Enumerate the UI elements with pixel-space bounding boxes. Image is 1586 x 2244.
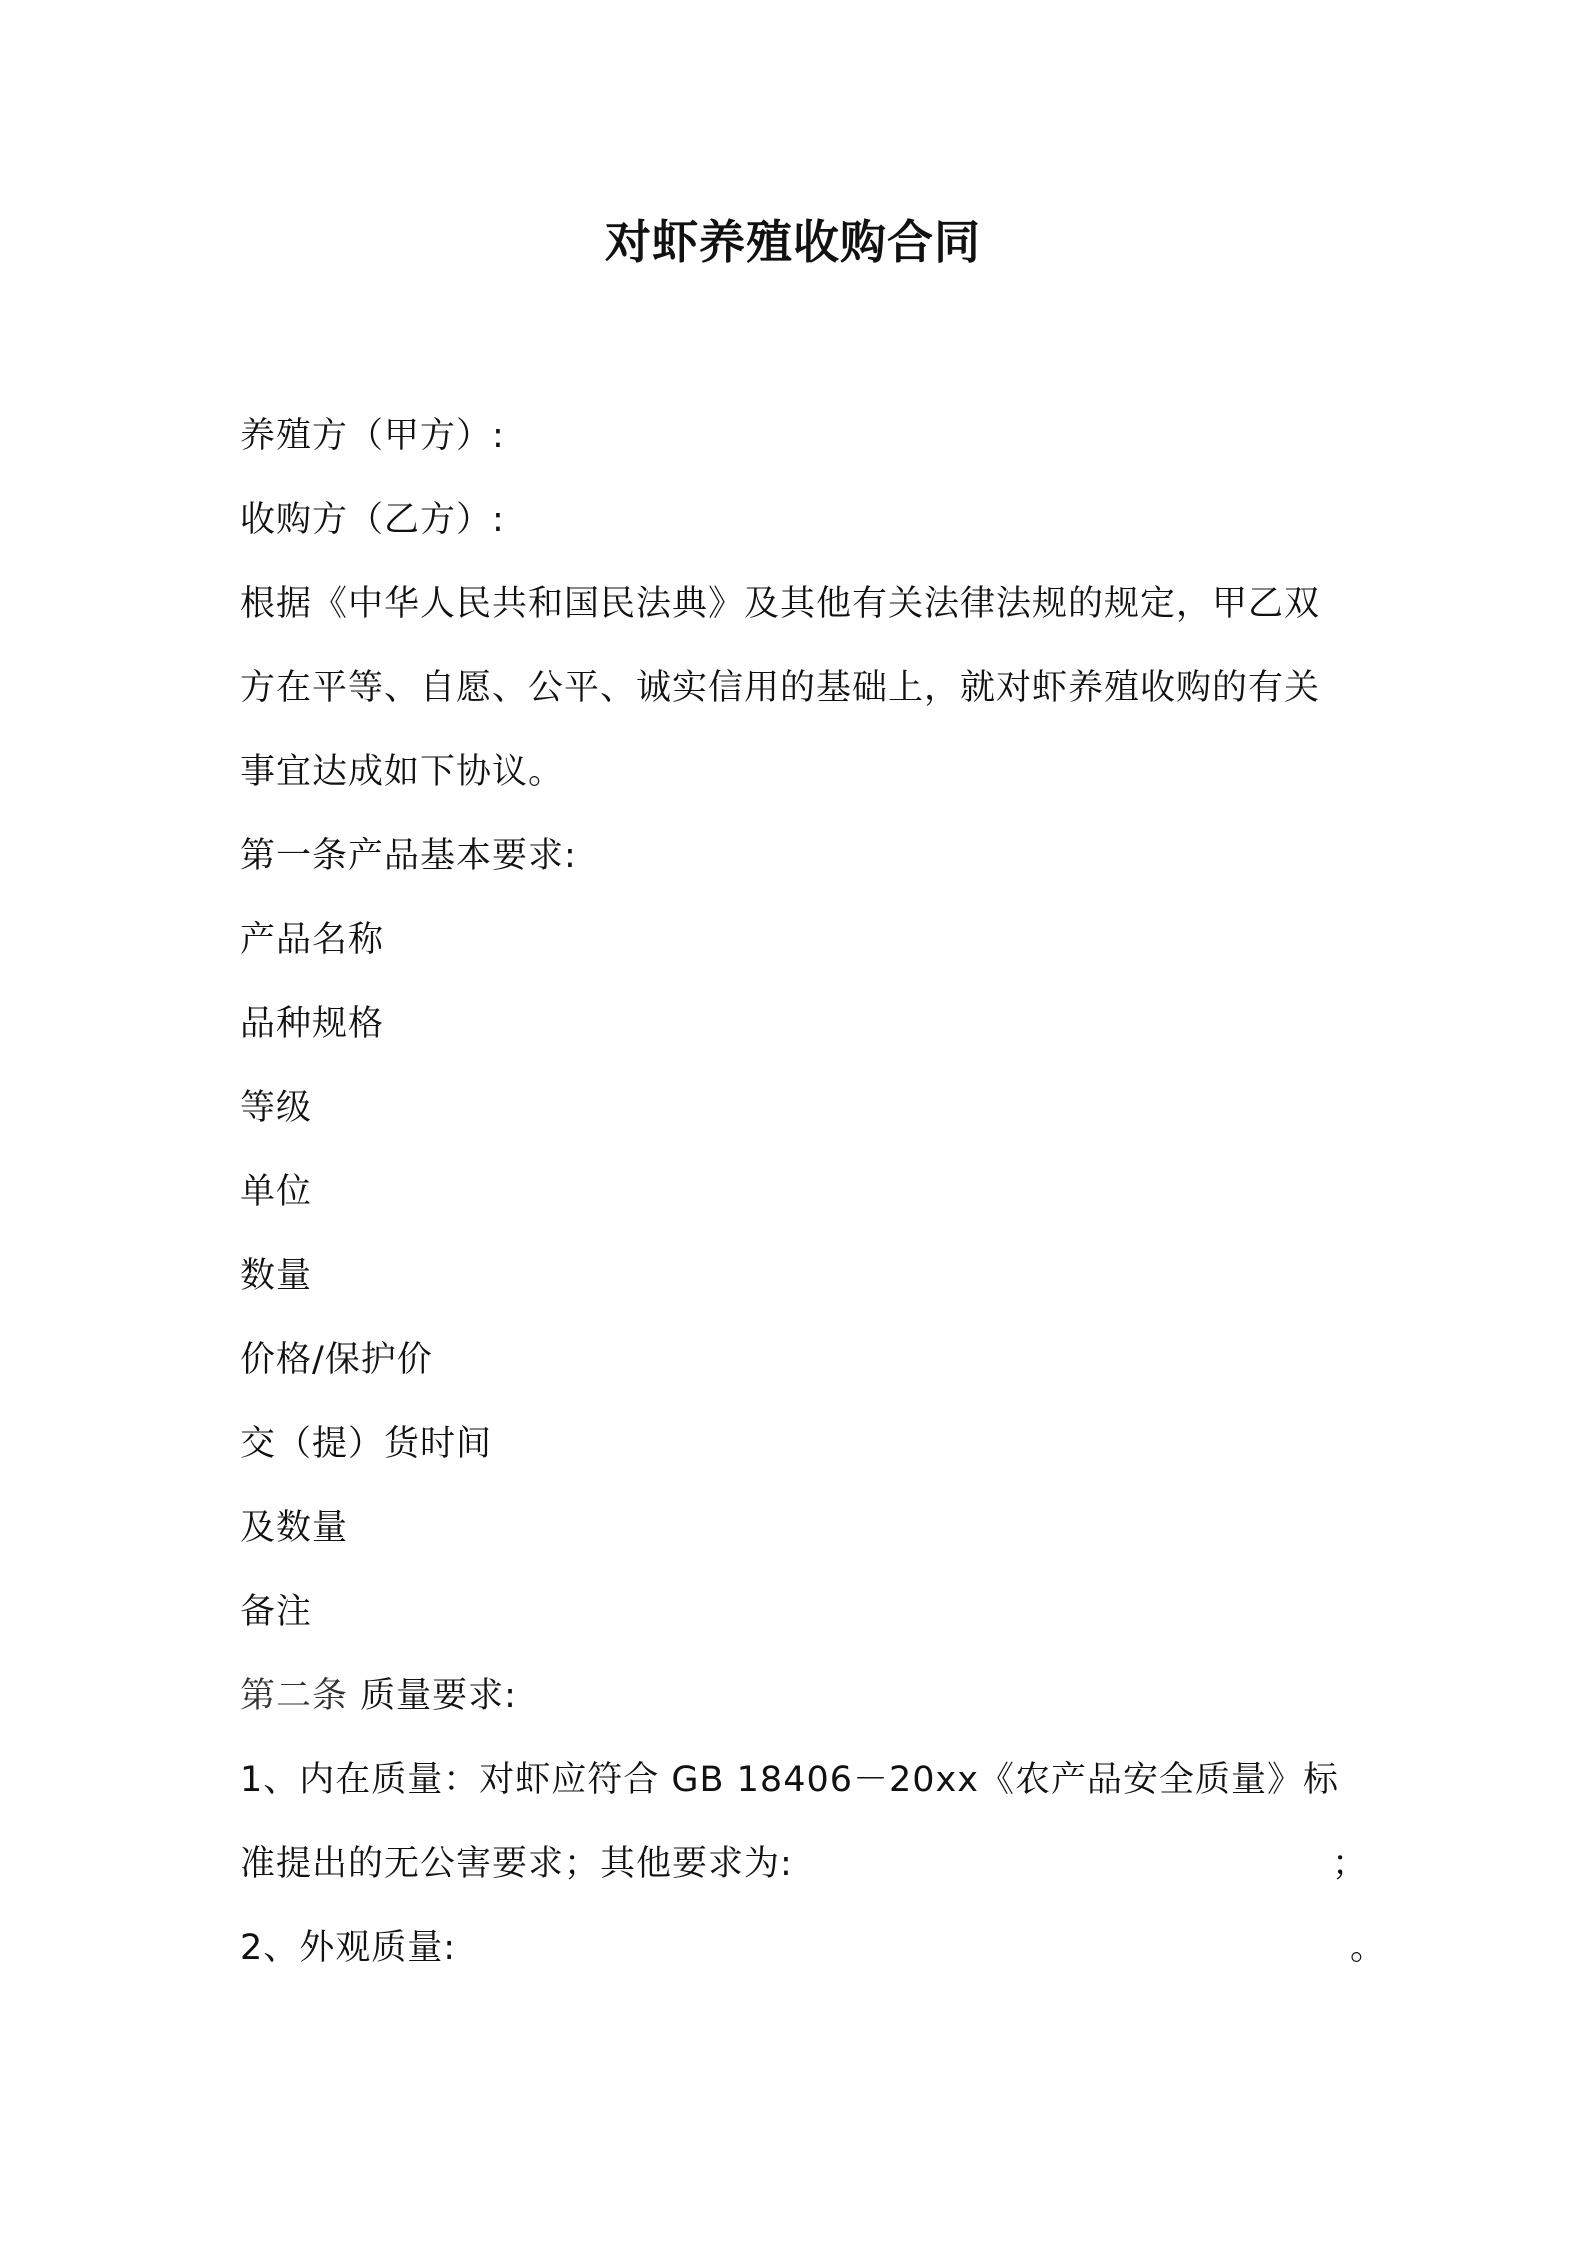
quality-1-line-2: 准提出的无公害要求；其他要求为:	[240, 1844, 793, 1884]
article-2-title: 质量要求:	[360, 1676, 517, 1716]
item-grade: 等级	[240, 1088, 313, 1128]
article-2-number: 第二条	[240, 1676, 349, 1716]
preamble-line-3: 事宜达成如下协议。	[240, 752, 565, 792]
item-quantity: 数量	[240, 1256, 313, 1296]
item-variety-spec: 品种规格	[240, 1004, 385, 1044]
party-a-label: 养殖方（甲方）:	[240, 416, 505, 456]
item-delivery-quantity: 及数量	[240, 1508, 349, 1548]
preamble-line-1: 根据《中华人民共和国民法典》及其他有关法律法规的规定，甲乙双	[240, 584, 1321, 624]
party-b-label: 收购方（乙方）:	[240, 500, 505, 540]
article-2-heading	[240, 1672, 517, 1720]
document-title: 对虾养殖收购合同	[605, 215, 981, 269]
item-remarks: 备注	[240, 1592, 313, 1632]
item-price: 价格/保护价	[240, 1340, 433, 1380]
item-product-name: 产品名称	[240, 920, 385, 960]
quality-1-line-1: 1、内在质量：对虾应符合 GB 18406－20xx《农产品安全质量》标	[240, 1760, 1339, 1800]
article-1-heading: 第一条产品基本要求:	[240, 836, 577, 876]
item-delivery-time: 交（提）货时间	[240, 1424, 493, 1464]
quality-1-end-mark: ；	[1332, 1844, 1368, 1884]
quality-2-label: 2、外观质量:	[240, 1928, 457, 1968]
preamble-line-2: 方在平等、自愿、公平、诚实信用的基础上，就对虾养殖收购的有关	[240, 668, 1321, 708]
item-unit: 单位	[240, 1172, 313, 1212]
quality-2-end-mark: 。	[1350, 1928, 1386, 1968]
